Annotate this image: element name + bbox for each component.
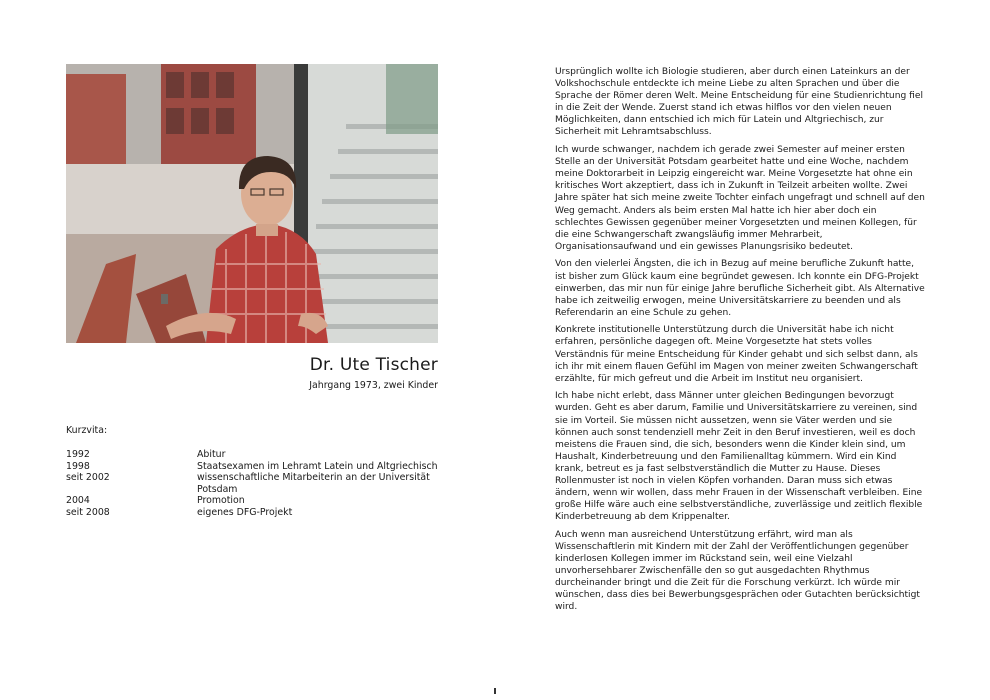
body-paragraph: Auch wenn man ausreichend Unterstützung erfährt, wird man als Wissenschaftlerin mit Kindern mit der Zahl der Veröffentlichungen gegenüber kinderlosen Kollegen immer im Rückstand sein, weil eine Vielzahl unvorhersehbarer Zwischenfälle den so gut ausgedachten Rhythmus durcheinander bringt und die Zeit für die Forschung verkürzt. Ich würde mir wünschen, dass dies bei Bewerbungsgesprächen oder Gutachten berücksichtigt wird. <box>555 529 920 613</box>
cv-text: eigenes DFG-Projekt <box>197 506 293 518</box>
cv-text: Abitur <box>197 449 226 460</box>
cv-year: 2004 <box>66 495 90 507</box>
portrait-photo <box>66 64 438 343</box>
cv-text: Promotion <box>197 495 245 507</box>
cv-text: Staatsexamen im Lehramt Latein und Altgriechisch <box>197 460 438 472</box>
cv-row <box>66 507 438 519</box>
person-subtitle: Jahrgang 1973, zwei Kinder <box>309 380 438 391</box>
cv-row <box>66 495 438 507</box>
body-paragraph: Ursprünglich wollte ich Biologie studieren, aber durch einen Lateinkurs an der Volkshochschule entdeckte ich meine Liebe zu alten Sprachen und über die Sprache der Römer deren Welt. Meine Entscheidung für eine Studienrichtung fiel in die Zeit der Wende. Zuerst stand ich etwas hilflos vor den vielen neuen Möglichkeiten, dann entschied ich mich für Latein und Altgriechisch, zur Sicherheit mit Lehramtsabschluss. <box>555 67 923 138</box>
cv-year: 1998 <box>66 460 90 472</box>
cv-text: wissenschaftliche Mitarbeiterin an der Universität Potsdam <box>197 472 430 495</box>
body-text-column <box>555 66 925 619</box>
body-paragraph: Von den vielerlei Ängsten, die ich in Bezug auf meine berufliche Zukunft hatte, ist bisher zum Glück kaum eine begründet gewesen. Ich konnte ein DFG-Projekt einwerben, das mir nun für einige Jahre berufliche Sicherheit gibt. Als Alternative habe ich zeitweilig erwogen, meine Universitätskarriere zu beenden und als Referendarin an eine Schule zu gehen. <box>555 259 925 318</box>
person-name: Dr. Ute Tischer <box>309 355 438 375</box>
cv-row <box>66 472 438 495</box>
cv-row <box>66 449 438 461</box>
cv-heading: Kurzvita: <box>66 425 108 436</box>
body-paragraph: Ich wurde schwanger, nachdem ich gerade zwei Semester auf meiner ersten Stelle an der Universität Potsdam gearbeitet hatte und eine Woche, nachdem meine Doktorarbeit in Leipzig eingereicht war. Meine Vorgesetzte hat ohne ein kritisches Wort akzeptiert, dass ich in Zukunft in Teilzeit arbeiten wollte. Zwei Jahre später hat sich meine zweite Tochter einfach ungefragt und schnell auf den Weg gemacht. Anders als beim ersten Mal hatte ich hier aber doch ein schlechtes Gewissen gegenüber meiner Vorgesetzten und meinen Kollegen, für die eine Schwangerschaft zwangsläufig immer Mehrarbeit, Organisationsaufwand und ein gewisses Planungsrisiko bedeutet. <box>555 145 925 252</box>
body-paragraph: Ich habe nicht erlebt, dass Männer unter gleichen Bedingungen bevorzugt wurden. Geht es aber darum, Familie und Universitätskarriere zu vereinen, sind sie im Vorteil. Sie müssen nicht aussetzen, wenn sie Väter werden und sie können auch sonst tendenziell mehr Zeit in den Beruf investieren, weil es doch meistens die Frauen sind, die sich, besonders wenn die Kinder klein sind, um Haushalt, Kinderbetreuung und den Familienalltag kümmern. Wird ein Kind krank, betreut es ja fast selbstverständlich die Mutter zu Hause. Dieses Rollenmuster ist noch in vielen Köpfen vorhanden. Daran muss sich etwas ändern, wenn wir wollen, dass mehr Frauen in der Wissenschaft verbleiben. Eine große Hilfe wäre auch eine selbstverständliche, zuverlässige und zeitlich flexible Kinderbetreuung ab dem Krippenalter. <box>555 391 923 523</box>
cv-table <box>66 449 438 519</box>
cv-year: seit 2008 <box>66 506 110 518</box>
cv-year: seit 2002 <box>66 472 110 484</box>
page-fold-mark <box>494 688 496 694</box>
body-paragraph: Konkrete institutionelle Unterstützung durch die Universität habe ich nicht erfahren, persönliche dagegen oft. Meine Vorgesetzte hat stets volles Verständnis für meine Entscheidung für Kinder gehabt und sich selbst dann, als ich ihr mit einem flauen Gefühl im Magen von meiner zweiten Schwangerschaft erzählte, für mich gefreut und die Arbeit im Institut neu organisiert. <box>555 325 918 384</box>
cv-year: 1992 <box>66 449 90 460</box>
cv-row <box>66 461 438 473</box>
